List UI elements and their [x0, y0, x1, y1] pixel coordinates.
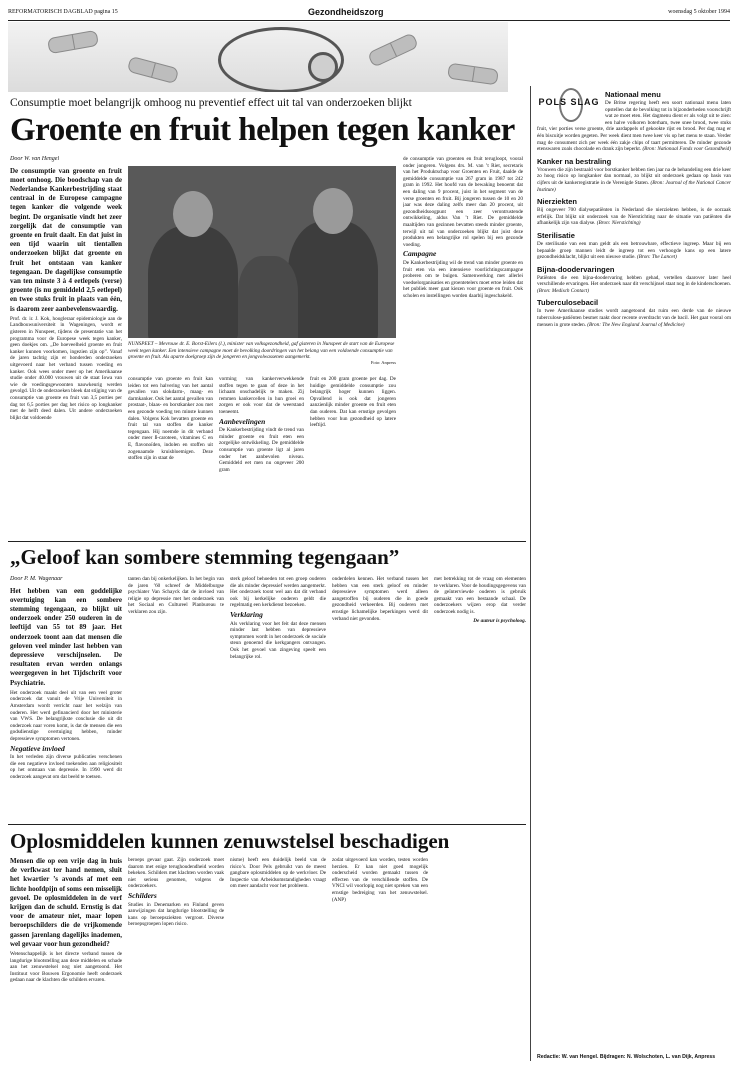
article3-text: beroeps gevaar gaat. Zijn onderzoek moet daarom met enige terughoudendheid worden bekeken. Schilders met klachten worden vaak niet serieus genomen, volgens de onderzoekers.	[128, 857, 224, 890]
logo-word: POLS SLAG	[538, 97, 600, 107]
stethoscope-chestpiece-icon	[308, 52, 338, 82]
article2-text: Het onderzoek maakt deel uit van een veel groter onderzoek dat vanuit de Vrije Universiteit in Amsterdam wordt verricht naar het welzijn van ouderen. Het werd gefinancierd door het ministerie van VWS. De belangrijkste conclusie die uit dit onderzoek naar voren komt, is dat de mensen die een godsdienstige overtuiging hebben, minder depressieve symptomen vertonen.	[10, 689, 122, 742]
sidebar-paragraph: Vrouwen die zijn bestraald voor borstkanker hebben tien jaar na de behandeling een drie keer zo hoog risico op longkanker dan normaal, zo blijkt uit onderzoek gedaan op basis van cijfers uit de kankerregistratie in de Verenigde Staten.	[537, 166, 731, 186]
sidebar-paragraph: Patiënten die een bijna-doodervaring hebben gehad, vertellen daarover later heel verschillende ervaringen. Het onderzoek naar dit verschijnsel staat nog in de kinderschoenen.	[537, 274, 731, 288]
article3-column-4	[332, 857, 428, 1062]
article2-byline: Door P. M. Wagenaar	[10, 576, 63, 582]
article3-column-3	[230, 857, 326, 1062]
article1-subheading: Campagne	[403, 249, 437, 259]
article2-text: onderdelen kennen. Het verband tussen het hebben van een sterk geloof en minder depressieve symptomen werd alleen aangetroffen bij ouderen die in goede gezondheid verkeerden. Bij ouderen met ernstige lichamelijke beperkingen werd dit verband niet gevonden.	[332, 576, 428, 622]
article1-text: De Kankerbestrijding vindt de trend van minder groente en fruit eten een zorgelijke ontwikkeling. De gemiddelde consumptie van groente ligt al jaren onder het aanbevolen niveau. Gemiddeld eet men nu ongeveer 200 gram	[219, 427, 304, 473]
sidebar-source: (Bron: The Lancet)	[636, 254, 677, 261]
sidebar-heading: Sterilisatie	[537, 230, 575, 240]
sidebar-text	[537, 207, 731, 227]
masthead	[8, 6, 730, 21]
sidebar-source: (Bron: Nationaal Fonds voor Gezondheid)	[642, 146, 731, 153]
sidebar-source: (Bron: Medisch Contact)	[537, 287, 589, 294]
polsslag-logo	[537, 86, 601, 120]
article1-headline: Groente en fruit helpen tegen kanker	[10, 112, 515, 148]
sidebar-paragraph: Bij ongeveer 700 dialysepatiënten in Nederland die nierziekten hebben, is de oorzaak erfelijk. Dat blijkt uit onderzoek van de Nierstichting naar de situatie van patiënten die afhankelijk zijn van dialyse.	[537, 207, 731, 227]
article1-text: de consumptie van groenten en fruit terugloopt, vooral onder jongeren. Volgens drs. M. van ’t Riet, secretaris van het Produktschap voor Groenten en Fruit, daalde de gemiddelde consumptie van 267 gram in 1987 tot 242 gram in 1992. Het hoofd van de bewaking benoemt dat een daling van 9 procent, juist in het segment van de verse groenten en fruit. Bij jongeren tussen de 10 en 20 jaar was deze daling zelfs meer dan 20 procent, uit gezondheidsoogpunt een zeer verontrustende ontwikkeling, aldus Van ’t Riet. De gemiddelde maaltijden van gezinnen bevatten steeds minder groente, terwijl uit tal van onderzoeken blijkt dat juist deze produkten een belangrijke rol spelen bij een gezonde voeding.	[403, 156, 523, 248]
article1-column-1	[10, 156, 122, 538]
photo-credit: Foto: Anpress	[370, 360, 396, 366]
sidebar-text	[537, 275, 731, 295]
article1-text: Prof. dr. ir. J. Kok, hoogleraar epidemiologie aan de Landbouwuniversiteit in Wageningen, wordt er gisteren in Nunspeet, tijdens de presentatie van het programma voor de Europese week tegen kanker, geen doekjes om. „De hoeveelheid groente en fruit kanker kunnen voorkomen, ingezien zijn op”. Vanaf de jaren tachtig zijn er honderden onderzoeken uitgevoerd naar het verband tussen voeding en kanker. Ook wees onder meer op het Amerikaanse studie onder 40.000 vrouwen uit de staat Iowa van wie de voedingsgewoonten nauwkeurig werden gevolgd. Uit de onderzoeken bleek dat stijging van de consumptie van groente en fruit van 3,5 porties per dag tot 6,5 porties per dag het risico op longkanker met de helft deed dalen. Uit andere onderzoeken blijkt dat voldoende	[10, 315, 122, 421]
article2-subheading: Verklaring	[230, 609, 263, 619]
article3-column-2	[128, 857, 224, 1062]
sidebar-heading: Kanker na bestraling	[537, 156, 612, 166]
masthead-date: woensdag 5 oktober 1994	[668, 9, 730, 15]
article2-text: In het verleden zijn diverse publicaties verschenen die een negatieve invloed toekenden aan religiositeit op het ontstaan van depressie. In 1990 werd dit onderzoek aangevat om dat beeld te toetsen.	[10, 754, 122, 780]
article1-column-6	[403, 156, 523, 538]
article1-text: vorming van kankerverwekkende stoffen tegen te gaan of deze in het lichaam onschadelijk te maken. Zij remmen kankercellen in hun groei en zorgen er ook voor dat de weerstand toeneemt.	[219, 376, 304, 415]
article2-column-4	[332, 576, 428, 818]
article1-column-4	[219, 376, 304, 538]
article2-column-1	[10, 576, 122, 818]
article2-text: Als verklaring voor het feit dat deze mensen minder last hebben van depressieve symptomen wordt in het onderzoek de sociale steun genoemd die kerkgangers ontvangen. Ook het gevoel van zingeving speelt een belangrijke rol.	[230, 620, 326, 660]
article1-text: De Kankerbestrijding wil de trend van minder groente en fruit eten via een intensieve voorlichtingscampagne proberen om te buigen. Samenwerking met allerlei voedselorganisaties en groentetelers moet ertoe leiden dat het publiek meer gaat kiezen voor groente en fruit. Ook scholen en instellingen worden daarbij ingeschakeld.	[403, 259, 523, 299]
article3-intro: Mensen die op een vrije dag in huis de verfkwast ter hand nemen, sluit het kwartier ’s avonds af met een lichte hoofdpijn of soms een misselijk gevoel. De oplosmiddelen in de verf krijgen dan de schuld. Ernstig is dat voor de amateur niet, maar lopen beroepschilders die de vrijkomende gassen jarenlang dagelijks inademen, wel gevaar voor hun gezondheid?	[10, 857, 122, 948]
sidebar-heading: Nationaal menu	[605, 90, 661, 99]
sidebar-text	[537, 167, 731, 193]
article2-intro: Het hebben van een goddelijke overtuiging kan een sombere stemming tegengaan, zo blijkt uit onderzoek onder 250 ouderen in de leeftijd van 55 tot 89 jaar. Het onderzoek toont aan dat mensen die geloven veel minder last hebben van depressieve verschijnselen. De resultaten ervan werden onlangs weergegeven in het Tijdschrift voor Psychiatrie.	[10, 586, 122, 687]
article2-column-2	[128, 576, 224, 818]
divider	[8, 541, 526, 542]
masthead-paper: REFORMATORISCH DAGBLAD pagina 15	[8, 9, 118, 15]
article1-column-5	[310, 376, 396, 538]
masthead-section: Gezondheidszorg	[308, 7, 384, 17]
article1-photo-caption	[128, 341, 396, 366]
article3-text: Wetenschappelijk is het directe verband tussen de langdurige blootstelling aan deze middelen en schade aan het zenuwstelsel nog niet aangetoond. Het Instituut voor Bouwen Ergonomie heeft onderzoek gedaan naar de klachten die schilders ervaren.	[10, 951, 122, 984]
article2-text: tanten dan bij onkerkelijken. In het begin van de jaren ’60 schreef de Middelburgse psychiater Van Schayck dat de invloed van religie op depressie met het onderzoek van het Sociaal en Cultureel Planbureau te verklaren zou zijn.	[128, 576, 224, 615]
article2-headline: „Geloof kan sombere stemming tegengaan”	[10, 545, 400, 569]
article1-subheading: Aanbevelingen	[219, 416, 266, 426]
header-illustration	[8, 22, 508, 92]
divider	[8, 824, 526, 825]
sidebar-heading: Bijna-doodervaringen	[537, 264, 615, 274]
editorial-credits: Redactie: W. van Hengel. Bijdragen: N. Wolschoten, L. van Dijk, Anpress	[537, 1054, 716, 1061]
sidebar-paragraph: In twee Amerikaanse studies wordt aangetoond dat ruim een derde van de nieuwe tuberculose-patiënten besmet raakt door recente overdracht van de bacil. Het gaat vooral om mensen in grote steden.	[537, 308, 731, 328]
article2-column-5	[434, 576, 526, 818]
article1-text: fruit en 200 gram groente per dag. De huidige gemiddelde consumptie zou belangrijk hoger kunnen liggen. Opvallend is ook dat jongeren aanzienlijk minder groente en fruit eten dan ouderen. Dat kan ernstige gevolgen hebben voor hun gezondheid op latere leeftijd.	[310, 376, 396, 429]
caption-text: NUNSPEET – Mevrouw dr. E. Borst-Eilers (l.), minister van volksgezondheid, gaf gisteren in Nunspeet de start van de Europese week tegen kanker. Een intensieve campagne moet de bevolking doordringen van het belang van een voldoende consumptie van groente en fruit. Als aparte doelgroep zijn de jongeren en jongvolwassenen aangemerkt.	[128, 341, 395, 361]
sidebar-heading: Tuberculosebacil	[537, 298, 599, 308]
article3-text: nisme) heeft een duidelijk beeld van de risico’s. Door Pels gebruikt van de meest gangbare oplosmiddelen op de werkvloer. De Inspectie van Arbeidsomstandigheden vraagt om meer aandacht voor het probleem.	[230, 857, 326, 890]
article2-column-3	[230, 576, 326, 818]
article3-text: zodat uitgevoerd kan worden, testen worden herzien. Er kan niet goed mogelijk onderscheid worden gemaakt tussen de effecten van de verschillende stoffen. De VNCI wil voorlopig nog niet spreken van een ernstige bedreiging van het zenuwstelsel. (ANP)	[332, 857, 428, 903]
article1-text: consumptie van groente en fruit kan leiden tot een halvering van het aantal gevallen van slokdarm-, maag- en darmkanker. Ook het aantal gevallen van prostaat-, blaas- en borstkanker zou met een gezonde voeding ten minste kunnen dalen. Volgens Kok bevatten groente en fruit tal van stoffen die kanker tegengaan. Hij noemde in dit verband onder meer ß-caroteen, vitamines C en E, flavonoïden, indolen en stoffen uit zogenaamde kruisbloemigen. Deze stoffen zijn in staat de	[128, 376, 213, 462]
article1-byline: Door W. van Hengel	[10, 156, 60, 162]
article2-subheading: Negatieve invloed	[10, 743, 65, 753]
article2-signoff: De auteur is psycholoog.	[473, 617, 526, 624]
sidebar-text	[537, 308, 731, 328]
article3-text: Studies in Denemarken en Finland geven aanwijzingen dat langdurige blootstelling de kans op beroepsziekten vergroot. Diverse beroepsgroepen lopen risico.	[128, 901, 224, 928]
article3-subheading: Schilders	[128, 890, 157, 900]
sidebar-paragraph: De sterilisatie van een man geldt als een betrouwbare, effectieve ingreep. Maar bij een bepaalde groep mannen leidt de ingreep tot een verhoogde kans op een latere gezondheidsklacht, blijkt uit een nieuwe studie.	[537, 240, 731, 261]
sidebar-source: (Bron: Journal of the National Cancer Institute)	[537, 179, 732, 193]
article1-deck: Consumptie moet belangrijk omhoog nu preventief effect uit tal van onderzoeken blijkt	[10, 97, 412, 109]
sidebar-text	[537, 241, 731, 261]
sidebar-heading: Nierziekten	[537, 197, 578, 207]
article1-column-3	[128, 376, 213, 538]
article2-text: sterk geloof behoeden tot een groep ouderen die als minder depressief werden aangemerkt. Het onderzoek toont wel aan dat dit verband ook bij kerkelijke ouderen geldt die regelmatig een kerkdienst bezoeken.	[230, 576, 326, 609]
article3-column-1	[10, 857, 122, 1062]
sidebar-paragraph: De Britse regering heeft een soort nationaal menu laten opstellen dat de bevolking tot in bijzonderheden voorschrijft wat ze moet eten. Het dagmenu dient er als volgt uit te zien: een halve volkoren boterham, twee snee brood, twee stuks fruit, vier porties verse groente, drie aardappels of gekookte rijst en brood. Per dag mag er één biscuitje worden gegeten. Per week dient men twee keer vis op het menu te staan. Verder mag de consument zich per week één zakje chips of taart permitteren. De minder gezonde etenswaren zoals chocolade en drank zijn beperkt.	[537, 100, 731, 153]
article1-photo	[128, 166, 396, 338]
article3-headline: Oplosmiddelen kunnen zenuwstelsel beschadigen	[10, 829, 450, 853]
news-sidebar	[530, 86, 731, 1061]
sidebar-source: (Bron: Nierstichting)	[596, 220, 641, 227]
article2-text: met betrekking tot de vraag om elementen te verklaren. Voor de houdingsgegevens van de geïnterviewde ouderen is gebruik gemaakt van een bestaande schaal. De onderzoekers wijzen erop dat verder onderzoek nodig is.	[434, 576, 526, 615]
sidebar-source: (Bron: The New England Journal of Medicine)	[587, 321, 685, 328]
article1-intro: De consumptie van groente en fruit moet omhoog. Die boodschap van de Nederlandse Kankerbestrijding staat centraal in de Europese campagne tegen kanker die volgende week begint. De organisatie vindt het zeer zorgelijk dat de consumptie van groente en fruit daalt. En dat juist in een tijd waarin uit tientallen onderzoeken blijkt dat groente en fruit het ontstaan van kanker tegengaan. De dagelijkse consumptie van ten minste 3 à 4 eetlepels (verse) groente (is nu gemiddeld 2,5 eetlepel) en twee stuks fruit in plaats van één, is daarom zeer aanbevelenswaardig.	[10, 166, 122, 313]
